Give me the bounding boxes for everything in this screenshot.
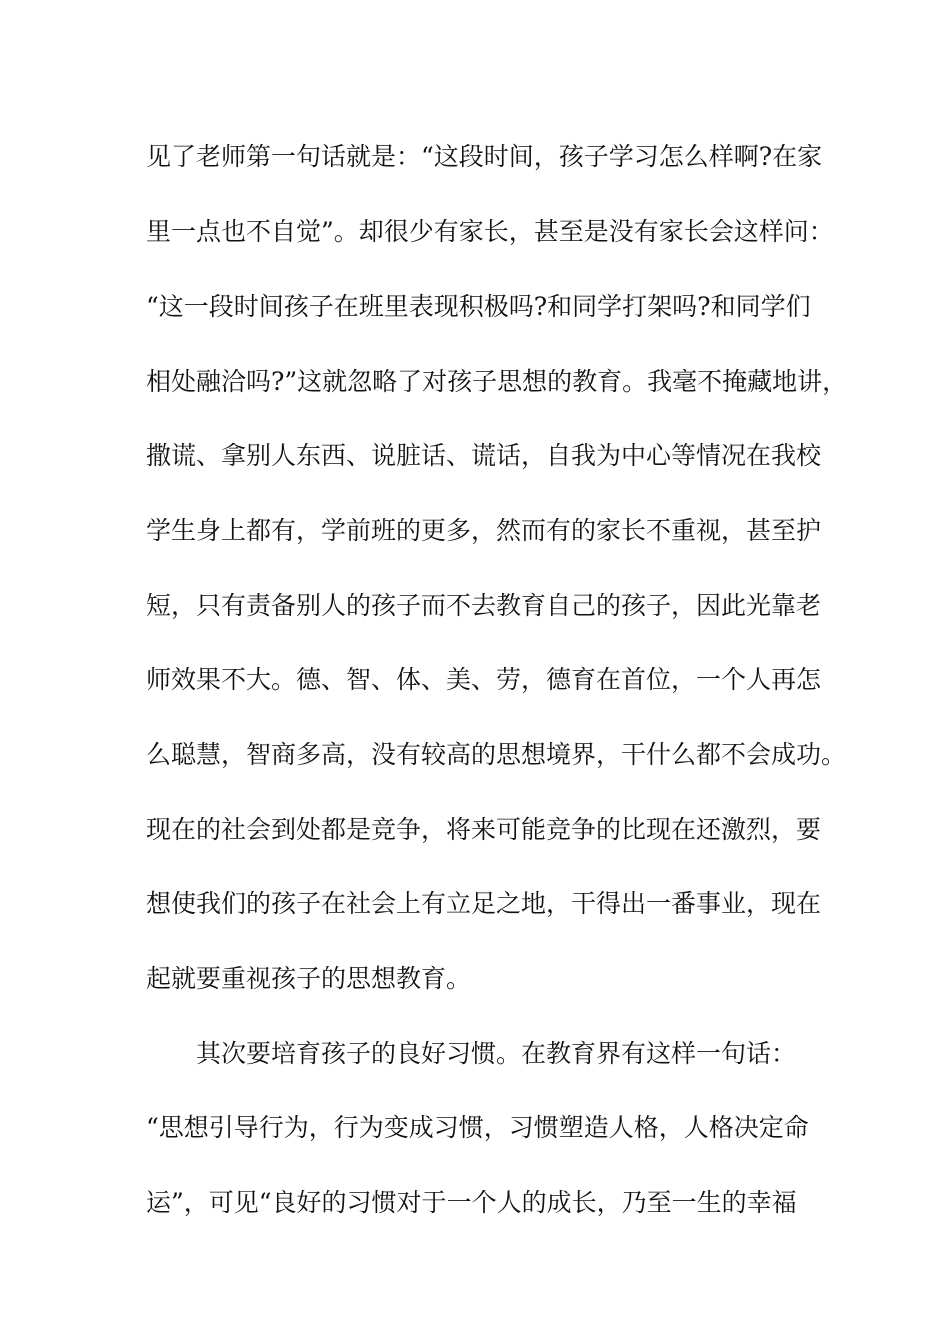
text-line: 短，只有责备别人的孩子而不去教育自己的孩子，因此光靠老: [146, 591, 822, 620]
paragraph-first-line: 其次要培育孩子的良好习惯。在教育界有这样一句话：: [196, 1039, 797, 1068]
text-line: 起就要重视孩子的思想教育。: [146, 964, 472, 993]
text-line: 见了老师第一句话就是：“这段时间，孩子学习怎么样啊?在家: [146, 142, 823, 171]
text-line: 里一点也不自觉”。却很少有家长，甚至是没有家长会这样问：: [146, 217, 834, 246]
text-line: 师效果不大。德、智、体、美、劳，德育在首位，一个人再怎: [146, 665, 822, 694]
text-line: “思想引导行为，行为变成习惯，习惯塑造人格，人格决定命: [146, 1113, 809, 1142]
text-line: 学生身上都有，学前班的更多，然而有的家长不重视，甚至护: [146, 516, 822, 545]
text-line: 相处融洽吗?”这就忽略了对孩子思想的教育。我毫不掩藏地讲，: [146, 367, 848, 396]
text-line: 运”，可见“良好的习惯对于一个人的成长，乃至一生的幸福: [146, 1188, 797, 1217]
text-line: 么聪慧，智商多高，没有较高的思想境界，干什么都不会成功。: [146, 740, 847, 769]
text-line: 撒谎、拿别人东西、说脏话、谎话，自我为中心等情况在我校: [146, 441, 822, 470]
text-line: “这一段时间孩子在班里表现积极吗?和同学打架吗?和同学们: [146, 292, 811, 321]
text-line: 想使我们的孩子在社会上有立足之地，干得出一番事业，现在: [146, 889, 822, 918]
text-line: 现在的社会到处都是竞争，将来可能竞争的比现在还激烈，要: [146, 815, 822, 844]
